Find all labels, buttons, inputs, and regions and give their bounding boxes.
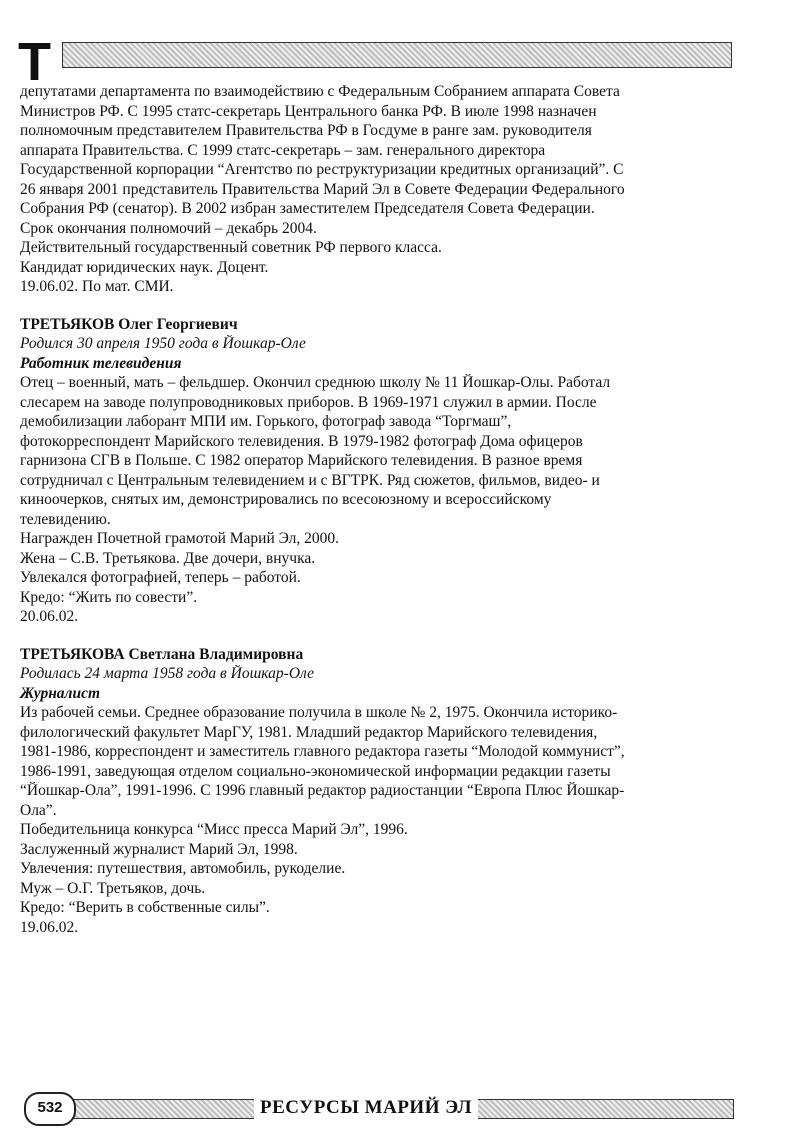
text-line: сотрудничал с Центральным телевидением и с ВГТРК. Ряд сюжетов, фильмов, видео- и (20, 471, 600, 489)
text-line: Государственной корпорации “Агентство по реструктуризации кредитных организаций”. С (20, 161, 624, 178)
text-line: полномочным представителем Правительства РФ в Госдуме в ранге зам. руководителя (20, 122, 592, 139)
text-line: Победительница конкурса “Мисс пресса Марий Эл”, 1996. (20, 821, 408, 838)
bio-paragraph (20, 529, 740, 549)
text-line: 1981-1986, корреспондент и заместитель главного редактора газеты “Молодой коммунист”, (20, 743, 625, 760)
bio-paragraph (20, 703, 740, 820)
text-line: Муж – О.Г. Третьяков, дочь. (20, 879, 206, 897)
text-line: Жена – С.В. Третьякова. Две дочери, внучка. (20, 549, 316, 567)
bio-paragraph (20, 898, 740, 918)
publication-title: РЕСУРСЫ МАРИЙ ЭЛ (254, 1096, 478, 1120)
bio-paragraph (20, 549, 740, 569)
person-name (20, 315, 736, 335)
bio-paragraph (20, 568, 740, 588)
text-line: Ола”. (20, 801, 57, 819)
text-line: Из рабочей семьи. Среднее образование получила в школе № 2, 1975. Окончила историко- (20, 704, 618, 721)
text-line: Срок окончания полномочий – декабрь 2004. (20, 219, 317, 237)
bio-paragraph (20, 238, 740, 258)
text-line: депутатами департамента по взаимодействию с Федеральным Собранием аппарата Совета (20, 83, 620, 100)
text-line: Министров РФ. С 1995 статс-секретарь Центрального банка РФ. В июле 1998 назначен (20, 102, 597, 120)
text-line: Кредо: “Верить в собственные силы”. (20, 899, 270, 916)
text-line: Отец – военный, мать – фельдшер. Окончил среднюю школу № 11 Йошкар-Олы. Работал (20, 374, 611, 391)
person-given-names: Светлана Владимировна (128, 645, 304, 663)
bio-entry (20, 82, 740, 297)
text-line: фотокорреспондент Марийского телевидения. В 1979-1982 фотограф Дома офицеров (20, 432, 583, 450)
text-line: Кредо: “Жить по совести”. (20, 588, 198, 606)
page-number: 532 (24, 1092, 76, 1126)
bio-paragraph (20, 859, 740, 879)
entry-spacer (20, 627, 740, 645)
text-line: Увлечения: путешествия, автомобиль, рукоделие. (20, 860, 346, 877)
page-content (20, 82, 740, 937)
text-line: Увлекался фотографией, теперь – работой. (20, 569, 301, 586)
bio-paragraph (20, 607, 740, 627)
profession: Работник телевидения (20, 354, 182, 372)
bio-paragraph (20, 373, 740, 529)
bio-paragraph (20, 918, 740, 938)
text-line: 20.06.02. (20, 608, 79, 625)
bio-paragraph (20, 258, 740, 278)
profession: Журналист (20, 684, 101, 702)
bio-paragraph (20, 277, 740, 297)
bio-entry (20, 645, 740, 938)
bio-paragraph (20, 820, 740, 840)
text-line: “Йошкар-Ола”, 1991-1996. С 1996 главный редактор радиостанции “Европа Плюс Йошкар- (20, 782, 625, 799)
person-surname: ТРЕТЬЯКОВА (20, 645, 125, 663)
birth-info: Родился 30 апреля 1950 года в Йошкар-Оле (20, 335, 306, 352)
text-line: демобилизации лаборант МПИ им. Горького, фотограф завода “Торгмаш”, (20, 413, 512, 430)
text-line: 19.06.02. По мат. СМИ. (20, 278, 174, 295)
text-line: киноочерков, снятых им, демонстрировались по всесоюзному и всероссийскому (20, 491, 552, 508)
birth-info: Родилась 24 марта 1958 года в Йошкар-Оле (20, 665, 315, 682)
bio-paragraph (20, 82, 740, 238)
text-line: Кандидат юридических наук. Доцент. (20, 258, 269, 276)
header-decorative-band (62, 42, 732, 68)
text-line: Заслуженный журналист Марий Эл, 1998. (20, 840, 298, 858)
text-line: Собрания РФ (сенатор). В 2002 избран заместителем Председателя Совета Федерации. (20, 200, 595, 217)
text-line: Награжден Почетной грамотой Марий Эл, 2000. (20, 530, 340, 547)
person-given-names: Олег Георгиевич (118, 315, 238, 333)
text-line: 19.06.02. (20, 918, 79, 936)
section-letter: Т (18, 32, 51, 92)
text-line: филологический факультет МарГУ, 1981. Младший редактор Марийского телевидения, (20, 723, 598, 741)
text-line: Действительный государственный советник РФ первого класса. (20, 239, 442, 256)
text-line: телевидению. (20, 510, 111, 528)
text-line: 26 января 2001 представитель Правительства Марий Эл в Совете Федерации Федерального (20, 180, 625, 198)
text-line: 1986-1991, заведующая отделом социально-экономической информации редакции газеты (20, 762, 611, 780)
person-surname: ТРЕТЬЯКОВ (20, 315, 115, 333)
text-line: гарнизона СГВ в Польше. С 1982 оператор Марийского телевидения. В разное время (20, 452, 583, 469)
bio-paragraph (20, 879, 740, 899)
bio-paragraph (20, 588, 740, 608)
bio-paragraph (20, 840, 740, 860)
bio-entry (20, 315, 740, 627)
page-footer (24, 1092, 732, 1122)
person-name (20, 645, 736, 665)
entry-spacer (20, 297, 740, 315)
text-line: аппарата Правительства. С 1999 статс-секретарь – зам. генерального директора (20, 141, 546, 159)
text-line: слесарем на заводе полупроводниковых приборов. В 1969-1971 служил в армии. После (20, 393, 597, 411)
